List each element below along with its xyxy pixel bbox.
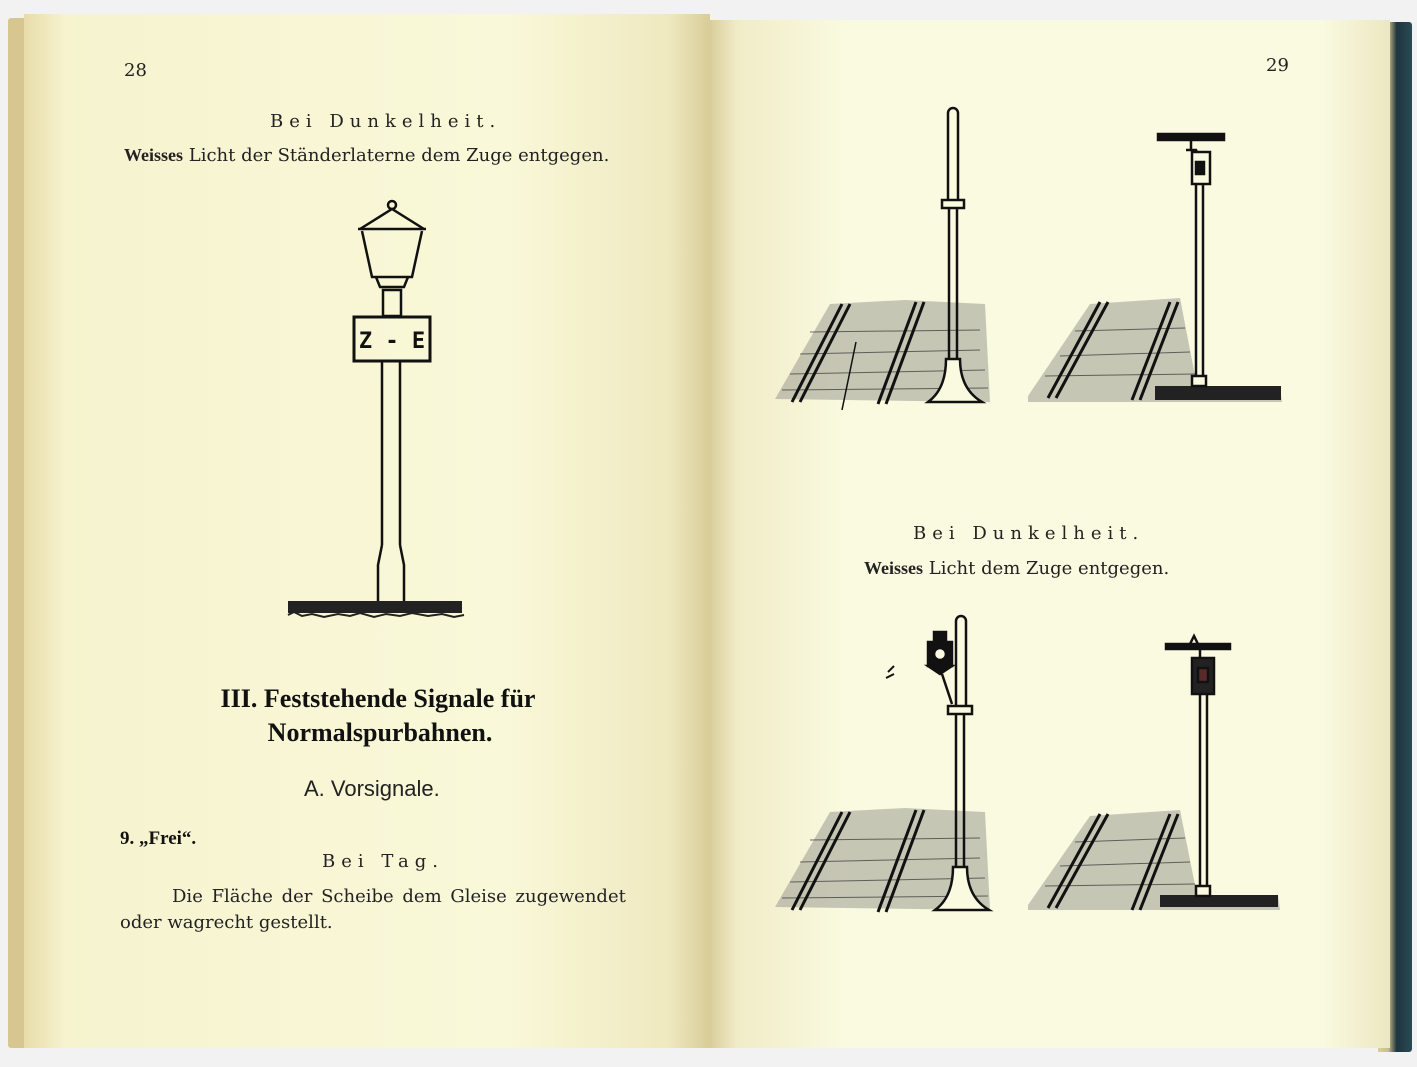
day-text-line1: Die Fläche der Scheibe dem Gleise zugewendet [172,886,626,907]
lamp-post-illustration [280,195,470,625]
dark-body-right: Licht dem Zuge entgegen. [923,558,1170,579]
page-number-left: 28 [124,60,147,81]
signal-illustration-top-left [770,104,995,414]
subsection-title: A. Vorsignale. [304,776,440,801]
signal-illustration-bottom-right [1020,630,1285,915]
day-text-line2: oder wagrecht gestellt. [120,912,333,933]
dark-body-left: Licht der Ständerlaterne dem Zuge entgegen. [183,145,610,166]
dark-bold-right: Weisses [864,558,924,578]
signal-illustration-bottom-left [770,612,995,917]
item-label: 9. „Frei“. [120,828,197,849]
dark-bold-left: Weisses [124,145,184,165]
section-title-line2: Normalspurbahnen. [267,718,493,747]
page-number-right: 29 [1266,55,1289,76]
dark-text-left [124,145,609,166]
section-title-line1: III. Feststehende Signale für [220,684,536,713]
dark-heading-right: Bei Dunkelheit. [913,523,1145,544]
signal-illustration-top-right [1020,126,1285,408]
day-heading: Bei Tag. [322,851,444,872]
dark-heading-left: Bei Dunkelheit. [270,111,502,132]
lamp-sign-label: Z - E [358,329,426,354]
dark-text-right [864,558,1169,579]
